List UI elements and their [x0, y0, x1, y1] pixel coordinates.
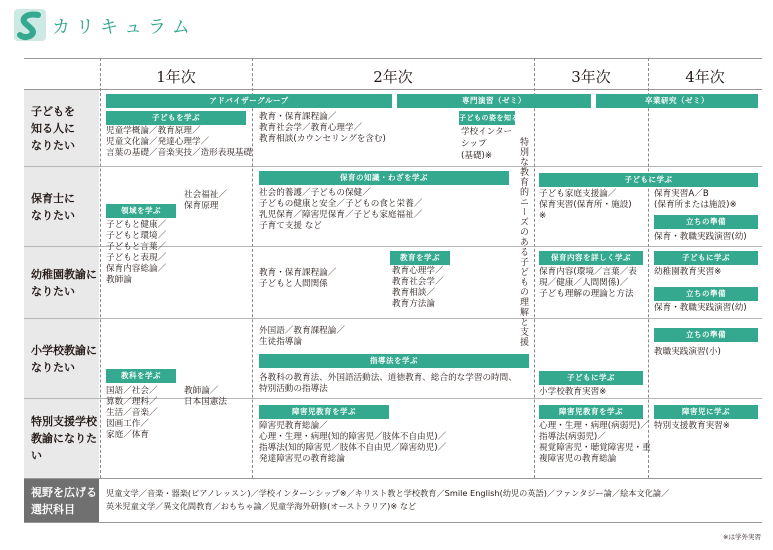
care-skills-courses: 社会的養護／子どもの保健／ 子どもの健康と安全／子どもの食と栄養／ 乳児保育／障害児保育／子ども家庭福祉／ 子育て支援 など	[259, 188, 423, 231]
row-label-special-support: 特別支援学校 教諭になりたい	[24, 399, 99, 478]
subject-courses: 国語／社会／ 算数／理科／ 生活／音楽／ 図画工作／ 家庭／体育	[106, 386, 158, 440]
bar-standpoint-prep-2: 立ちの準備	[654, 287, 758, 301]
bar-care-skills: 保育の知識・わざを学ぶ	[259, 171, 509, 185]
row-label-kindergarten: 幼稚園教諭に なりたい	[24, 247, 99, 318]
bar-know-child: 子どもの姿を知る	[459, 111, 515, 125]
welfare-courses: 社会福祉／ 保育原理	[184, 190, 227, 211]
bar-standpoint-prep: 立ちの準備	[654, 215, 758, 229]
row-label-electives: 視野を広げる 選択科目	[24, 479, 99, 522]
bar-education: 教育を学ぶ	[390, 251, 450, 265]
teacher-law-courses: 教師論／ 日本国憲法	[184, 386, 227, 407]
elem-year3-practicum: 小学校教育実習※	[539, 387, 607, 397]
row-label-child: 子どもを 知る人に なりたい	[24, 90, 99, 166]
education-courses: 教育心理学／ 教育社会学／ 教育相談／ 教育方法論	[392, 266, 444, 309]
elem-year4-seminar: 教職実践演習(小)	[654, 347, 721, 357]
kinder-year4-practicum: 幼稚園教育実習※	[654, 267, 722, 277]
row-divider	[24, 478, 762, 479]
year-3-header: 3年次	[571, 68, 611, 86]
bar-disability-education-3: 障害児教育を学ぶ	[539, 405, 643, 419]
disability-year4-practicum: 特別支援教育実習※	[654, 421, 730, 431]
bar-teaching-methods: 指導法を学ぶ	[259, 354, 529, 368]
bar-subjects: 教科を学ぶ	[106, 369, 176, 383]
child-year1-courses: 児童学概論／教育原理／ 児童文化論／発達心理学／ 言葉の基礎／音楽実技／造形表現基礎	[106, 126, 253, 158]
disability-year3-courses: 心理・生理・病理(病弱児)／ 指導法(病弱児)／ 視覚障害児・聴覚障害児・重 複障害児の教育総論	[539, 421, 651, 464]
nursery-year4-practicum: 保育実習A／B (保育所または施設)※	[654, 189, 737, 210]
kinder-year4-seminar: 保育・教職実践演習(幼)	[654, 303, 747, 313]
elem-year2-courses: 外国語／教育課程論／ 生徒指導論	[259, 326, 345, 347]
special-needs-vertical-label: 特別な教育的ニーズのある子どもの理解と支援	[518, 137, 528, 347]
bar-seminar: 専門演習（ゼミ）	[397, 94, 591, 108]
year-1-header: 1年次	[156, 68, 196, 86]
bar-advisor-group: アドバイザーグループ	[106, 94, 392, 108]
kinder-year2-courses: 教育・保育課程論／ 子どもと人間関係	[259, 268, 337, 289]
col-divider	[648, 58, 649, 478]
bar-care-content-detail: 保育内容を詳しく学ぶ	[539, 251, 643, 265]
bar-learn-from-child-5: 子どもに学ぶ	[539, 371, 643, 385]
grid-header-line	[24, 89, 762, 90]
year-2-header: 2年次	[373, 68, 413, 86]
elective-courses: 児童文学／音楽・器楽(ピアノレッスン)／学校インターンシップ※／キリスト教と学校教育／Smile English(幼児の英語)／ファンタジー論／絵本文化論／ 英米児童文学／異文化間教育／おもちゃ論／児童学海外研修(オーストラリア)※ など	[106, 488, 670, 511]
col-divider	[534, 58, 535, 478]
col-divider	[252, 58, 253, 478]
row-divider	[24, 318, 762, 319]
bar-learn-from-child-4: 子どもに学ぶ	[654, 251, 758, 265]
kinder-year3-courses: 保育内容(環境／言葉／表 現／健康／人間関係)／ 子ども理解の理論と方法	[539, 267, 637, 299]
grid-bottom-line	[24, 522, 762, 523]
page-title: カリキュラム	[52, 17, 196, 38]
col-divider	[100, 58, 101, 478]
row-label-nursery: 保育士に なりたい	[24, 167, 99, 246]
row-divider	[24, 166, 762, 167]
grid-top-line	[24, 58, 762, 59]
teaching-methods-courses: 各教科の教育法、外国語活動法、道徳教育、総合的な学習の時間、 特別活動の指導法	[259, 373, 517, 394]
curriculum-logo-icon	[12, 7, 48, 43]
domain-courses: 子どもと健康／ 子どもと環境／ 子どもと言葉／ 子どもと表現／ 保育内容総論／ 教師論	[106, 220, 167, 285]
footnote: ※は学外実習	[723, 533, 761, 541]
school-internship-basic: 学校インター シップ (基礎)※	[461, 127, 513, 161]
bar-learn-child: 子どもを学ぶ	[106, 111, 246, 125]
disability-courses: 障害児教育総論／ 心理・生理・病理(知的障害児／肢体不自由児)／ 指導法(知的障害児／肢体不自由児／障害幼児)／ 発達障害児の教育総論	[259, 421, 447, 464]
bar-learn-from-disabled-children: 障害児に学ぶ	[654, 405, 758, 419]
bar-learn-from-child: 子どもに学ぶ	[539, 173, 758, 187]
child-year2-courses: 教育・保育課程論／ 教育社会学／教育心理学／ 教育相談(カウンセリングを含む)	[259, 112, 386, 144]
nursery-year4-seminar: 保育・教職実践演習(幼)	[654, 232, 747, 242]
row-label-elementary: 小学校教諭に なりたい	[24, 319, 99, 398]
bar-thesis: 卒業研究（ゼミ）	[596, 94, 758, 108]
bar-standpoint-prep-3: 立ちの準備	[654, 328, 758, 342]
bar-domain: 領域を学ぶ	[106, 204, 176, 218]
bar-disability-education: 障害児教育を学ぶ	[259, 405, 389, 419]
nursery-year3-courses: 子ども家庭支援論／ 保育実習(保育所・施設) ※	[539, 189, 632, 221]
year-4-header: 4年次	[685, 68, 725, 86]
